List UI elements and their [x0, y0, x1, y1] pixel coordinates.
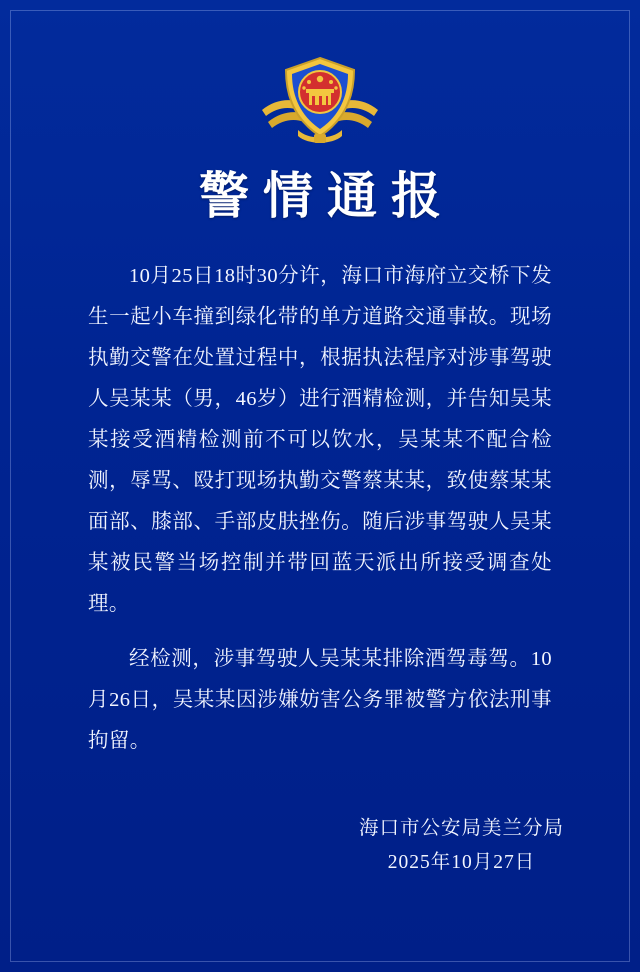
notice-body	[88, 256, 552, 762]
issue-date: 2025年10月27日	[387, 852, 536, 873]
notice-paragraph: 10月25日18时30分许，海口市海府立交桥下发生一起小车撞到绿化带的单方道路交通事故。现场执勤交警在处置过程中，根据执法程序对涉事驾驶人吴某某（男，46岁）进行酒精检测，并告知吴某某接受酒精检测前不可以饮水，吴某某不配合检测，辱骂、殴打现场执勤交警蔡某某，致使蔡某某面部、膝部、手部皮肤挫伤。随后涉事驾驶人吴某某被民警当场控制并带回蓝天派出所接受调查处理。	[88, 265, 552, 615]
issuing-authority: 海口市公安局美兰分局	[358, 818, 564, 839]
china-police-badge-icon	[254, 48, 386, 152]
page-title: 警情通报	[199, 168, 455, 224]
notice-paragraph: 经检测，涉事驾驶人吴某某排除酒驾毒驾。10月26日，吴某某因涉嫌妨害公务罪被警方依法刑事拘留。	[88, 648, 552, 752]
signature-block	[359, 812, 564, 880]
